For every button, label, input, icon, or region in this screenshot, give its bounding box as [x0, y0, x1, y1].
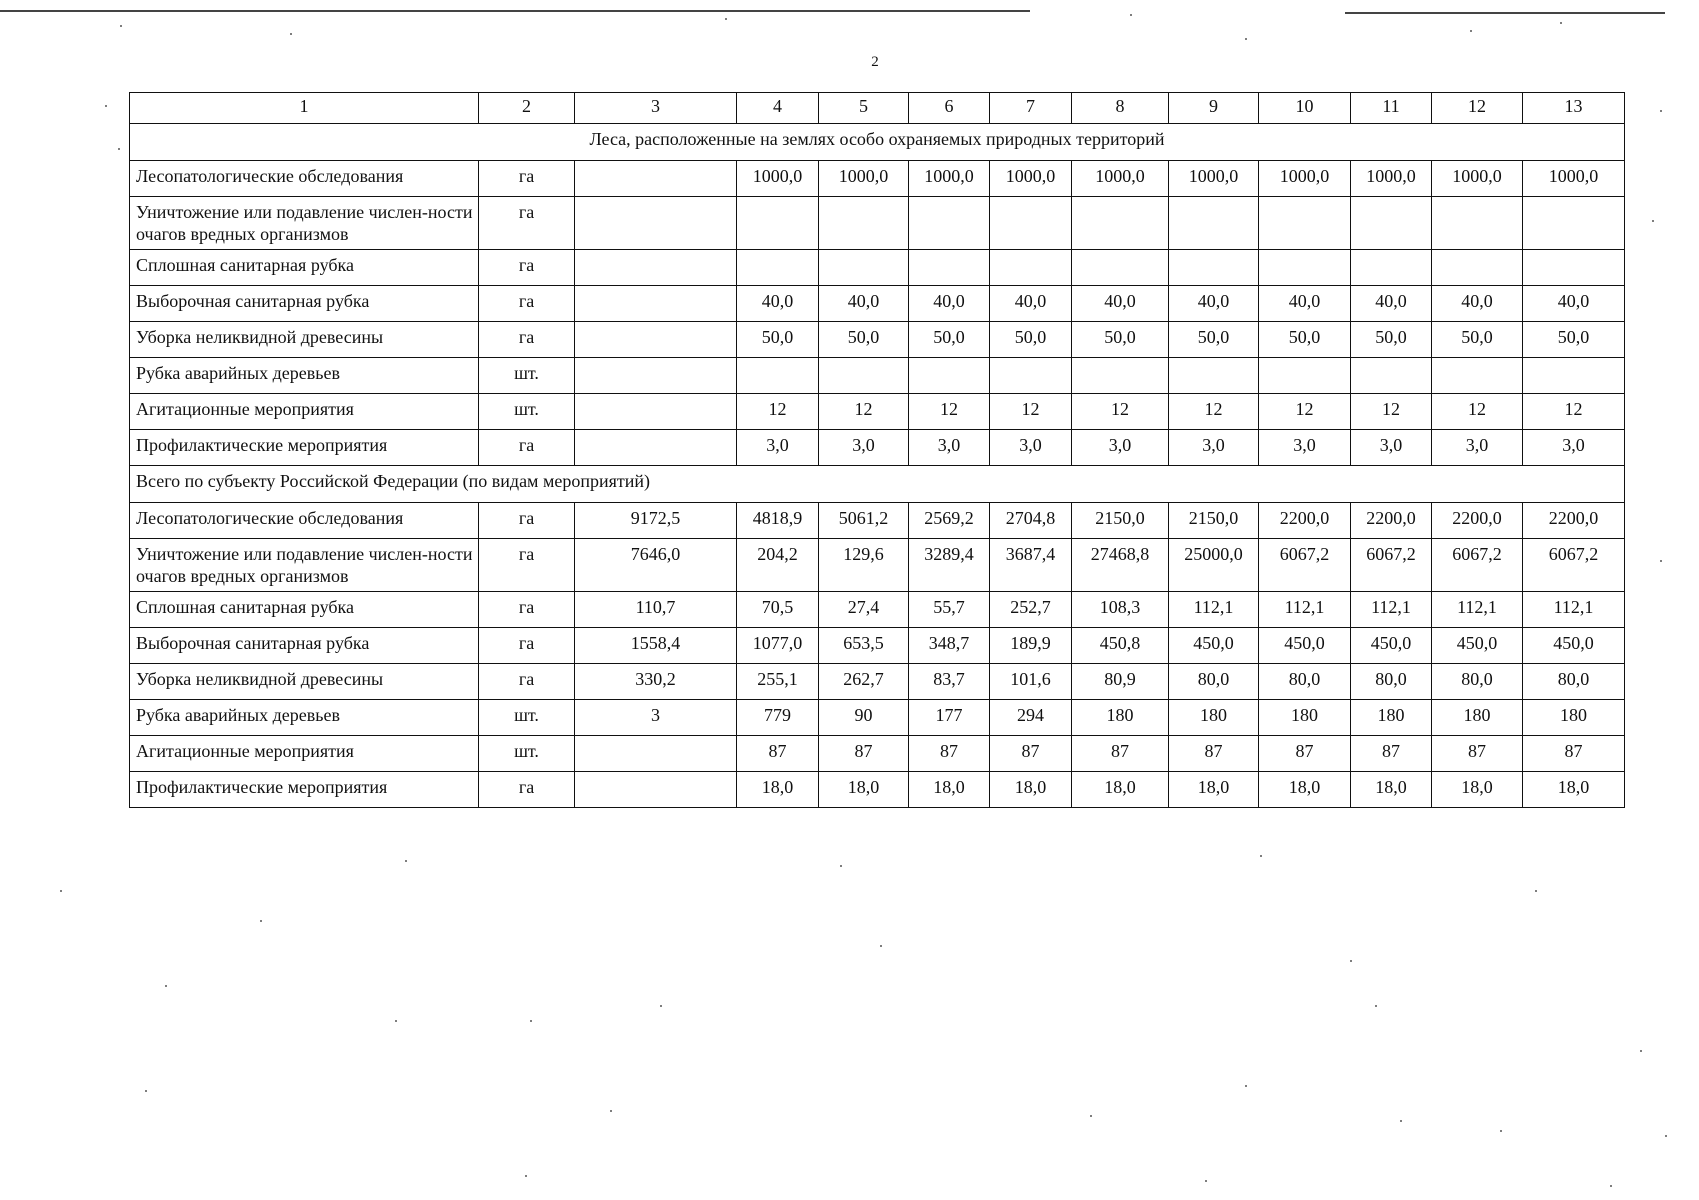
value-cell: 294 [990, 700, 1072, 736]
value-cell [737, 358, 819, 394]
unit-cell: га [479, 592, 575, 628]
value-cell: 2569,2 [909, 503, 990, 539]
activity-name: Лесопатологические обследования [130, 161, 479, 197]
value-cell: 112,1 [1259, 592, 1351, 628]
value-cell: 3289,4 [909, 539, 990, 592]
activity-name: Уборка неликвидной древесины [130, 322, 479, 358]
value-cell [909, 250, 990, 286]
unit-cell: га [479, 430, 575, 466]
value-cell: 90 [819, 700, 909, 736]
value-cell: 3,0 [909, 430, 990, 466]
total-cell [575, 322, 737, 358]
value-cell: 40,0 [1259, 286, 1351, 322]
value-cell: 50,0 [1259, 322, 1351, 358]
value-cell: 25000,0 [1169, 539, 1259, 592]
scan-speck [660, 1005, 662, 1007]
total-cell: 3 [575, 700, 737, 736]
value-cell: 129,6 [819, 539, 909, 592]
value-cell: 50,0 [909, 322, 990, 358]
table-row [130, 592, 1625, 628]
table-row [130, 250, 1625, 286]
activity-name: Профилактические мероприятия [130, 772, 479, 808]
value-cell: 2150,0 [1169, 503, 1259, 539]
value-cell: 3,0 [737, 430, 819, 466]
value-cell: 450,0 [1351, 628, 1432, 664]
value-cell: 40,0 [1432, 286, 1523, 322]
scan-speck [530, 1020, 532, 1022]
value-cell: 177 [909, 700, 990, 736]
value-cell: 255,1 [737, 664, 819, 700]
scan-speck [1660, 110, 1662, 112]
value-cell: 80,0 [1351, 664, 1432, 700]
value-cell: 87 [909, 736, 990, 772]
value-cell: 2200,0 [1259, 503, 1351, 539]
value-cell: 112,1 [1169, 592, 1259, 628]
value-cell [1523, 197, 1625, 250]
unit-cell: шт. [479, 394, 575, 430]
unit-cell: га [479, 161, 575, 197]
section-title: Всего по субъекту Российской Федерации (по видам мероприятий) [130, 466, 1625, 503]
value-cell: 40,0 [990, 286, 1072, 322]
scan-speck [610, 1110, 612, 1112]
activity-name: Агитационные мероприятия [130, 736, 479, 772]
unit-cell: га [479, 250, 575, 286]
unit-cell: га [479, 539, 575, 592]
value-cell: 87 [1072, 736, 1169, 772]
value-cell: 27468,8 [1072, 539, 1169, 592]
value-cell [1351, 358, 1432, 394]
total-cell [575, 772, 737, 808]
value-cell [819, 358, 909, 394]
column-header-7: 7 [990, 93, 1072, 124]
value-cell: 1077,0 [737, 628, 819, 664]
value-cell: 12 [1523, 394, 1625, 430]
value-cell: 40,0 [819, 286, 909, 322]
scan-speck [1090, 1115, 1092, 1117]
value-cell [1432, 358, 1523, 394]
value-cell [1169, 250, 1259, 286]
table-row [130, 539, 1625, 592]
total-cell [575, 358, 737, 394]
scan-speck [60, 890, 62, 892]
value-cell [909, 197, 990, 250]
scan-speck [1130, 14, 1132, 16]
page-number: 2 [871, 54, 879, 70]
table-row [130, 772, 1625, 808]
value-cell: 12 [1432, 394, 1523, 430]
scan-speck [840, 865, 842, 867]
value-cell: 12 [1259, 394, 1351, 430]
value-cell: 87 [1432, 736, 1523, 772]
total-cell: 110,7 [575, 592, 737, 628]
value-cell: 779 [737, 700, 819, 736]
value-cell: 50,0 [737, 322, 819, 358]
value-cell: 2150,0 [1072, 503, 1169, 539]
value-cell: 50,0 [1072, 322, 1169, 358]
scan-speck [1500, 1130, 1502, 1132]
value-cell: 4818,9 [737, 503, 819, 539]
column-number-row [130, 93, 1625, 124]
value-cell [1072, 250, 1169, 286]
total-cell: 1558,4 [575, 628, 737, 664]
value-cell: 87 [819, 736, 909, 772]
table-body [130, 93, 1625, 808]
total-cell: 330,2 [575, 664, 737, 700]
value-cell: 40,0 [909, 286, 990, 322]
value-cell: 1000,0 [1432, 161, 1523, 197]
value-cell [990, 358, 1072, 394]
activity-name: Выборочная санитарная рубка [130, 286, 479, 322]
value-cell: 18,0 [909, 772, 990, 808]
unit-cell: га [479, 503, 575, 539]
total-cell [575, 736, 737, 772]
value-cell: 1000,0 [1259, 161, 1351, 197]
table-row [130, 197, 1625, 250]
value-cell [1072, 358, 1169, 394]
value-cell: 87 [1351, 736, 1432, 772]
value-cell: 80,0 [1523, 664, 1625, 700]
value-cell [990, 250, 1072, 286]
table-row [130, 358, 1625, 394]
value-cell: 653,5 [819, 628, 909, 664]
table-row [130, 430, 1625, 466]
activity-name: Рубка аварийных деревьев [130, 358, 479, 394]
scan-speck [725, 18, 727, 20]
column-header-5: 5 [819, 93, 909, 124]
scan-border-line [0, 10, 1030, 12]
value-cell: 80,0 [1259, 664, 1351, 700]
value-cell: 18,0 [1523, 772, 1625, 808]
activity-name: Сплошная санитарная рубка [130, 592, 479, 628]
value-cell: 1000,0 [909, 161, 990, 197]
scan-speck [1610, 1185, 1612, 1187]
unit-cell: га [479, 286, 575, 322]
scan-speck [1245, 38, 1247, 40]
activity-name: Сплошная санитарная рубка [130, 250, 479, 286]
value-cell: 180 [1259, 700, 1351, 736]
value-cell: 450,0 [1432, 628, 1523, 664]
value-cell [990, 197, 1072, 250]
scan-speck [1375, 1005, 1377, 1007]
activity-name: Профилактические мероприятия [130, 430, 479, 466]
scan-speck [1535, 890, 1537, 892]
value-cell: 87 [990, 736, 1072, 772]
value-cell: 5061,2 [819, 503, 909, 539]
scan-speck [145, 1090, 147, 1092]
total-cell: 9172,5 [575, 503, 737, 539]
column-header-13: 13 [1523, 93, 1625, 124]
value-cell: 87 [1259, 736, 1351, 772]
scan-speck [880, 945, 882, 947]
value-cell: 348,7 [909, 628, 990, 664]
value-cell: 6067,2 [1351, 539, 1432, 592]
value-cell: 1000,0 [990, 161, 1072, 197]
value-cell [1259, 250, 1351, 286]
total-cell [575, 197, 737, 250]
activity-name: Лесопатологические обследования [130, 503, 479, 539]
section-title: Леса, расположенные на землях особо охраняемых природных территорий [130, 124, 1625, 161]
value-cell: 180 [1169, 700, 1259, 736]
scan-speck [1245, 1085, 1247, 1087]
value-cell: 108,3 [1072, 592, 1169, 628]
value-cell: 27,4 [819, 592, 909, 628]
scan-speck [290, 33, 292, 35]
value-cell [819, 197, 909, 250]
table-row [130, 736, 1625, 772]
column-header-9: 9 [1169, 93, 1259, 124]
activity-name: Рубка аварийных деревьев [130, 700, 479, 736]
value-cell: 80,0 [1169, 664, 1259, 700]
value-cell: 112,1 [1351, 592, 1432, 628]
value-cell: 112,1 [1432, 592, 1523, 628]
value-cell: 101,6 [990, 664, 1072, 700]
table-row [130, 161, 1625, 197]
unit-cell: га [479, 197, 575, 250]
value-cell: 2200,0 [1351, 503, 1432, 539]
value-cell [819, 250, 909, 286]
value-cell: 18,0 [1351, 772, 1432, 808]
total-cell [575, 430, 737, 466]
value-cell: 40,0 [737, 286, 819, 322]
value-cell: 450,0 [1523, 628, 1625, 664]
value-cell: 3,0 [819, 430, 909, 466]
value-cell [1432, 197, 1523, 250]
column-header-1: 1 [130, 93, 479, 124]
value-cell: 3,0 [1259, 430, 1351, 466]
unit-cell: га [479, 322, 575, 358]
value-cell: 3,0 [1351, 430, 1432, 466]
value-cell: 112,1 [1523, 592, 1625, 628]
value-cell: 40,0 [1169, 286, 1259, 322]
value-cell: 18,0 [737, 772, 819, 808]
total-cell [575, 161, 737, 197]
column-header-12: 12 [1432, 93, 1523, 124]
unit-cell: шт. [479, 736, 575, 772]
value-cell: 12 [819, 394, 909, 430]
value-cell: 189,9 [990, 628, 1072, 664]
scan-speck [1665, 1135, 1667, 1137]
value-cell: 450,8 [1072, 628, 1169, 664]
scan-speck [1640, 1050, 1642, 1052]
activities-table [129, 92, 1625, 808]
activity-name: Уничтожение или подавление числен-ности очагов вредных организмов [130, 197, 479, 250]
value-cell: 50,0 [1351, 322, 1432, 358]
value-cell: 6067,2 [1259, 539, 1351, 592]
value-cell: 50,0 [1523, 322, 1625, 358]
value-cell: 3,0 [990, 430, 1072, 466]
scan-border-line [1345, 12, 1665, 14]
value-cell: 80,9 [1072, 664, 1169, 700]
table-row [130, 628, 1625, 664]
value-cell: 2704,8 [990, 503, 1072, 539]
value-cell: 18,0 [1169, 772, 1259, 808]
value-cell [737, 250, 819, 286]
value-cell: 87 [1169, 736, 1259, 772]
column-header-3: 3 [575, 93, 737, 124]
activity-name: Уничтожение или подавление числен-ности очагов вредных организмов [130, 539, 479, 592]
activity-name: Выборочная санитарная рубка [130, 628, 479, 664]
value-cell: 12 [990, 394, 1072, 430]
value-cell: 252,7 [990, 592, 1072, 628]
value-cell [737, 197, 819, 250]
scan-speck [1470, 30, 1472, 32]
scan-speck [118, 148, 120, 150]
total-cell [575, 250, 737, 286]
value-cell: 6067,2 [1432, 539, 1523, 592]
scan-speck [1652, 220, 1654, 222]
value-cell: 2200,0 [1432, 503, 1523, 539]
value-cell: 50,0 [1432, 322, 1523, 358]
column-header-11: 11 [1351, 93, 1432, 124]
column-header-6: 6 [909, 93, 990, 124]
unit-cell: га [479, 772, 575, 808]
value-cell: 2200,0 [1523, 503, 1625, 539]
scan-speck [1560, 22, 1562, 24]
value-cell: 12 [1351, 394, 1432, 430]
value-cell [1523, 250, 1625, 286]
value-cell [1169, 197, 1259, 250]
section-row [130, 466, 1625, 503]
value-cell: 1000,0 [819, 161, 909, 197]
value-cell: 1000,0 [1169, 161, 1259, 197]
scan-speck [1205, 1180, 1207, 1182]
activity-name: Уборка неликвидной древесины [130, 664, 479, 700]
value-cell: 18,0 [1259, 772, 1351, 808]
value-cell: 262,7 [819, 664, 909, 700]
unit-cell: га [479, 628, 575, 664]
value-cell: 3,0 [1523, 430, 1625, 466]
value-cell: 12 [909, 394, 990, 430]
total-cell: 7646,0 [575, 539, 737, 592]
scan-speck [395, 1020, 397, 1022]
value-cell: 70,5 [737, 592, 819, 628]
value-cell: 1000,0 [1523, 161, 1625, 197]
column-header-4: 4 [737, 93, 819, 124]
value-cell [1351, 250, 1432, 286]
table-row [130, 286, 1625, 322]
activity-name: Агитационные мероприятия [130, 394, 479, 430]
value-cell: 6067,2 [1523, 539, 1625, 592]
value-cell: 18,0 [990, 772, 1072, 808]
value-cell: 87 [737, 736, 819, 772]
value-cell: 180 [1072, 700, 1169, 736]
unit-cell: шт. [479, 700, 575, 736]
value-cell [1523, 358, 1625, 394]
section-row [130, 124, 1625, 161]
value-cell [909, 358, 990, 394]
value-cell: 3687,4 [990, 539, 1072, 592]
value-cell [1072, 197, 1169, 250]
table-row [130, 394, 1625, 430]
value-cell [1432, 250, 1523, 286]
value-cell: 1000,0 [737, 161, 819, 197]
value-cell: 3,0 [1432, 430, 1523, 466]
total-cell [575, 286, 737, 322]
value-cell: 80,0 [1432, 664, 1523, 700]
value-cell: 50,0 [990, 322, 1072, 358]
table-row [130, 503, 1625, 539]
value-cell: 18,0 [819, 772, 909, 808]
value-cell: 40,0 [1523, 286, 1625, 322]
total-cell [575, 394, 737, 430]
value-cell: 50,0 [1169, 322, 1259, 358]
value-cell [1259, 197, 1351, 250]
value-cell: 1000,0 [1351, 161, 1432, 197]
column-header-10: 10 [1259, 93, 1351, 124]
unit-cell: шт. [479, 358, 575, 394]
scan-speck [105, 105, 107, 107]
value-cell: 40,0 [1072, 286, 1169, 322]
value-cell: 18,0 [1072, 772, 1169, 808]
scan-speck [405, 860, 407, 862]
value-cell: 3,0 [1169, 430, 1259, 466]
scan-speck [260, 920, 262, 922]
table-row [130, 700, 1625, 736]
value-cell: 450,0 [1259, 628, 1351, 664]
value-cell: 12 [1072, 394, 1169, 430]
scan-speck [120, 25, 122, 27]
value-cell: 180 [1351, 700, 1432, 736]
scan-speck [165, 985, 167, 987]
value-cell: 87 [1523, 736, 1625, 772]
scan-speck [1260, 855, 1262, 857]
value-cell: 55,7 [909, 592, 990, 628]
value-cell: 12 [1169, 394, 1259, 430]
column-header-2: 2 [479, 93, 575, 124]
value-cell [1259, 358, 1351, 394]
value-cell: 12 [737, 394, 819, 430]
value-cell: 204,2 [737, 539, 819, 592]
value-cell: 83,7 [909, 664, 990, 700]
scan-speck [1660, 560, 1662, 562]
value-cell: 180 [1523, 700, 1625, 736]
table-row [130, 664, 1625, 700]
value-cell: 180 [1432, 700, 1523, 736]
value-cell [1169, 358, 1259, 394]
scan-speck [1400, 1120, 1402, 1122]
value-cell: 1000,0 [1072, 161, 1169, 197]
value-cell: 18,0 [1432, 772, 1523, 808]
value-cell: 40,0 [1351, 286, 1432, 322]
value-cell: 450,0 [1169, 628, 1259, 664]
value-cell: 3,0 [1072, 430, 1169, 466]
table-row [130, 322, 1625, 358]
scan-speck [525, 1175, 527, 1177]
value-cell: 50,0 [819, 322, 909, 358]
value-cell [1351, 197, 1432, 250]
unit-cell: га [479, 664, 575, 700]
scan-speck [1350, 960, 1352, 962]
column-header-8: 8 [1072, 93, 1169, 124]
